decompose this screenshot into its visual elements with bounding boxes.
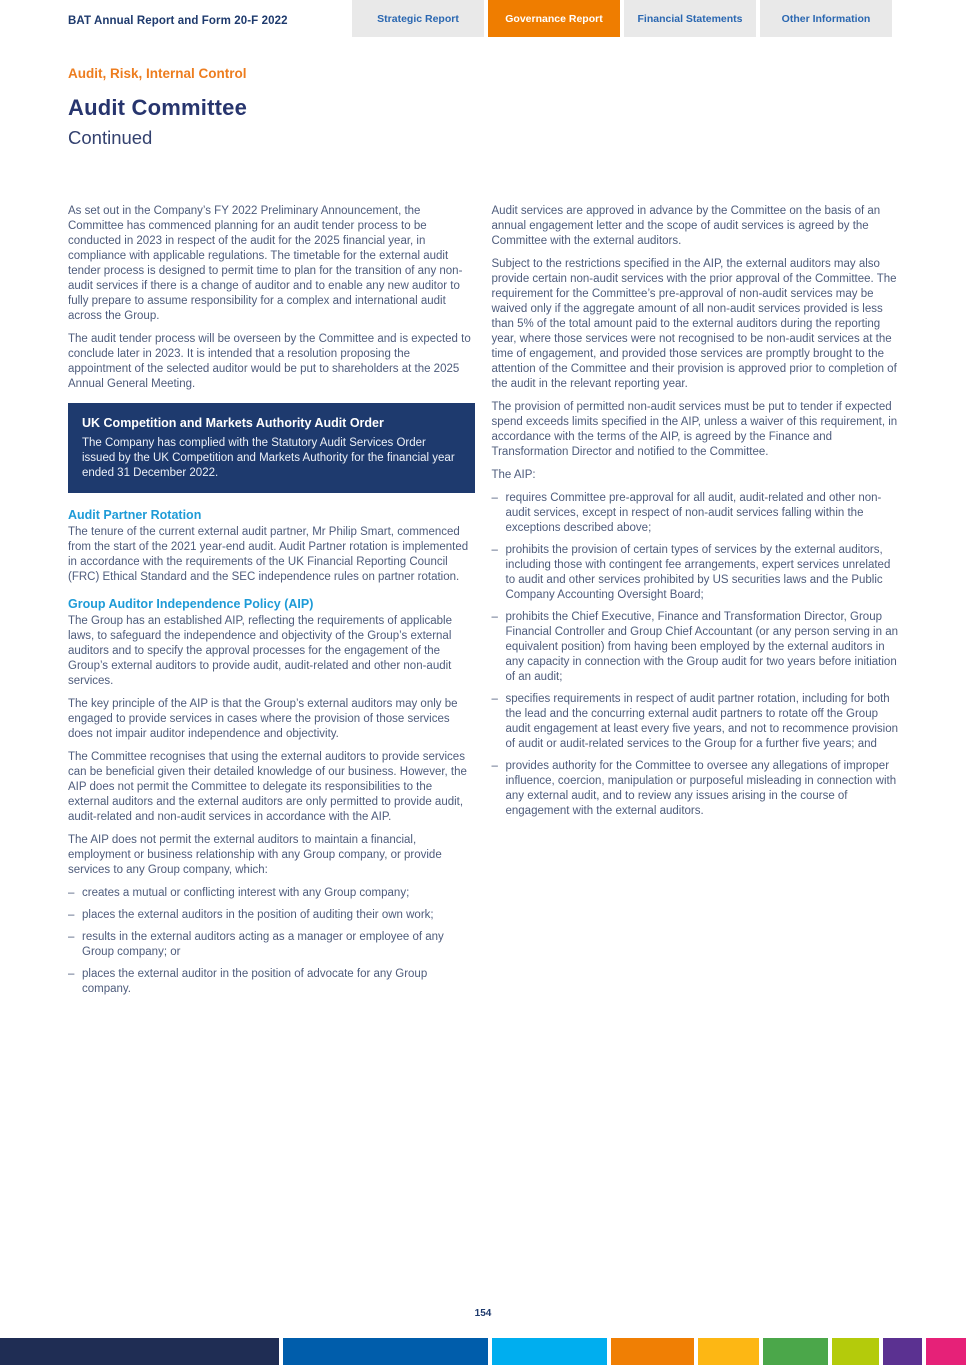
callout-title: UK Competition and Markets Authority Audit Order (82, 416, 384, 430)
tab-governance-report[interactable]: Governance Report (488, 0, 620, 37)
content-columns (68, 204, 898, 1004)
paragraph: As set out in the Company’s FY 2022 Preliminary Announcement, the Committee has commenced planning for an audit tender process to be conducted in 2023 in respect of the audit for the 2025 financial year, in compliance with applicable regulations. The timetable for the external audit tender process is designed to permit time to plan for the transition of any non-audit services if there is a change of auditor and to enable any new auditor to fully prepare to assume responsibility for a complex and international audit across the Group. (68, 205, 463, 322)
cma-audit-order-callout (68, 403, 475, 493)
paragraph: The key principle of the AIP is that the Group’s external auditors may only be engaged to provide services in cases where the provision of those services does not impair auditor independence and objectivity. (68, 698, 458, 740)
paragraph: The tenure of the current external audit partner, Mr Philip Smart, commenced from the start of the 2021 year-end audit. Audit Partner rotation is implemented in accordance with the requirements of the UK Financial Reporting Council (FRC) Ethical Standard and the SEC independence rules on partner rotation. (68, 526, 469, 583)
color-bar-segment (763, 1338, 828, 1365)
paragraph: The Committee recognises that using the external auditors to provide services can be beneficial given their detailed knowledge of our business. However, the AIP does not permit the Committee to delegate its responsibilities to the external auditors and the external auditors are only permitted to provide audit, audit-related and non-audit services in accordance with the AIP. (68, 751, 467, 823)
list-item: – places the external auditors in the position of auditing their own work; (68, 908, 475, 923)
color-bar-segment (832, 1338, 879, 1365)
page-subtitle: Continued (68, 127, 153, 148)
list-item: – specifies requirements in respect of audit partner rotation, including for both the lead and the concurring external audit partners to rotate off the Group audit engagement at least every five years, and not to recommence provision of audit or audit-related services to the Group for a further five years; and (492, 692, 899, 752)
color-bar-segment (611, 1338, 694, 1365)
color-bar-segment (0, 1338, 279, 1365)
aip-restrictions-list (68, 886, 475, 997)
paragraph: The audit tender process will be overseen by the Committee and is expected to conclude later in 2023. It is intended that a resolution proposing the appointment of the selected auditor would be put to shareholders at the 2025 Annual General Meeting. (68, 333, 471, 390)
color-bar-segment (883, 1338, 922, 1365)
list-item: – places the external auditor in the position of advocate for any Group company. (68, 967, 475, 997)
page-title: Audit Committee (68, 95, 247, 120)
paragraph: The provision of permitted non-audit services must be put to tender if expected spend exceeds limits specified in the AIP, unless a waiver of this requirement, in accordance with the terms of the AIP, is agreed by the Finance and Transformation Director and notified to the Committee. (491, 401, 898, 458)
tab-strategic-report[interactable]: Strategic Report (352, 0, 484, 37)
paragraph: Audit services are approved in advance by the Committee on the basis of an annual engagement letter and the scope of audit services is agreed by the Committee with the external auditors. (491, 205, 881, 247)
list-item: – requires Committee pre-approval for all audit, audit-related and other non-audit services, except in respect of non-audit services falling within the exceptions described above; (492, 491, 899, 536)
list-item: – prohibits the Chief Executive, Finance and Transformation Director, Group Financial Controller and Group Chief Accountant (or any person serving in an equivalent position) from having been employed by the external auditors in any capacity in connection with the Group audit for two years before initiation of an audit; (492, 610, 899, 685)
tab-financial-statements[interactable]: Financial Statements (624, 0, 756, 37)
list-item: – prohibits the provision of certain types of services by the external auditors, including those with contingent fee arrangements, expert services unrelated to audit and other services prohibited by US securities laws and the Public Company Accounting Oversight Board; (492, 543, 899, 603)
footer-color-bar (0, 1338, 966, 1365)
footer-page-number: 154 (474, 1308, 492, 1319)
callout-body: The Company has complied with the Statutory Audit Services Order issued by the UK Competition and Markets Authority for the financial year ended 31 December 2022. (82, 437, 455, 479)
list-item: – creates a mutual or conflicting interest with any Group company; (68, 886, 475, 901)
paragraph: The AIP does not permit the external auditors to maintain a financial, employment or business relationship with any Group company, or provide services to any Group company, which: (68, 834, 442, 876)
color-bar-segment (698, 1338, 759, 1365)
subheading-audit-partner-rotation: Audit Partner Rotation (68, 508, 202, 522)
tab-other-information[interactable]: Other Information (760, 0, 892, 37)
subheading-group-auditor-independence-policy: Group Auditor Independence Policy (AIP) (68, 597, 314, 611)
section-eyebrow: Audit, Risk, Internal Control (68, 66, 247, 81)
list-item: – results in the external auditors acting as a manager or employee of any Group company; or (68, 930, 475, 960)
aip-intro: The AIP: (491, 469, 536, 481)
color-bar-segment (283, 1338, 488, 1365)
section-nav-tabs (352, 0, 892, 37)
list-item: – provides authority for the Committee to oversee any allegations of improper influence, coercion, manipulation or purposeful misleading in connection with any external audit, and to review any issues arising in the course of engagement with the external auditors. (492, 759, 899, 819)
color-bar-segment (492, 1338, 607, 1365)
aip-provisions-list (492, 491, 899, 819)
paragraph: The Group has an established AIP, reflecting the requirements of applicable laws, to safeguard the independence and objectivity of the Group’s external auditors and to specify the approval processes for the engagement of the Group’s external auditors to provide audit, audit-related and other non-audit services. (68, 615, 452, 687)
right-column (492, 204, 899, 1004)
report-brand-title: BAT Annual Report and Form 20-F 2022 (68, 15, 288, 27)
left-column (68, 204, 475, 1004)
paragraph: Subject to the restrictions specified in the AIP, the external auditors may also provide certain non-audit services with the prior approval of the Committee. The requirement for the Committee’s pre-approval of non-audit services may be waived only if the aggregate amount of all non-audit services provided is less than 5% of the total amount paid to the external auditors during the reporting year, where those services were not recognised to be non-audit services at the time of engagement, and provided those services are promptly brought to the attention of the Committee and their provision is approved prior to completion of the audit in the relevant reporting year. (491, 258, 897, 390)
color-bar-segment (926, 1338, 966, 1365)
